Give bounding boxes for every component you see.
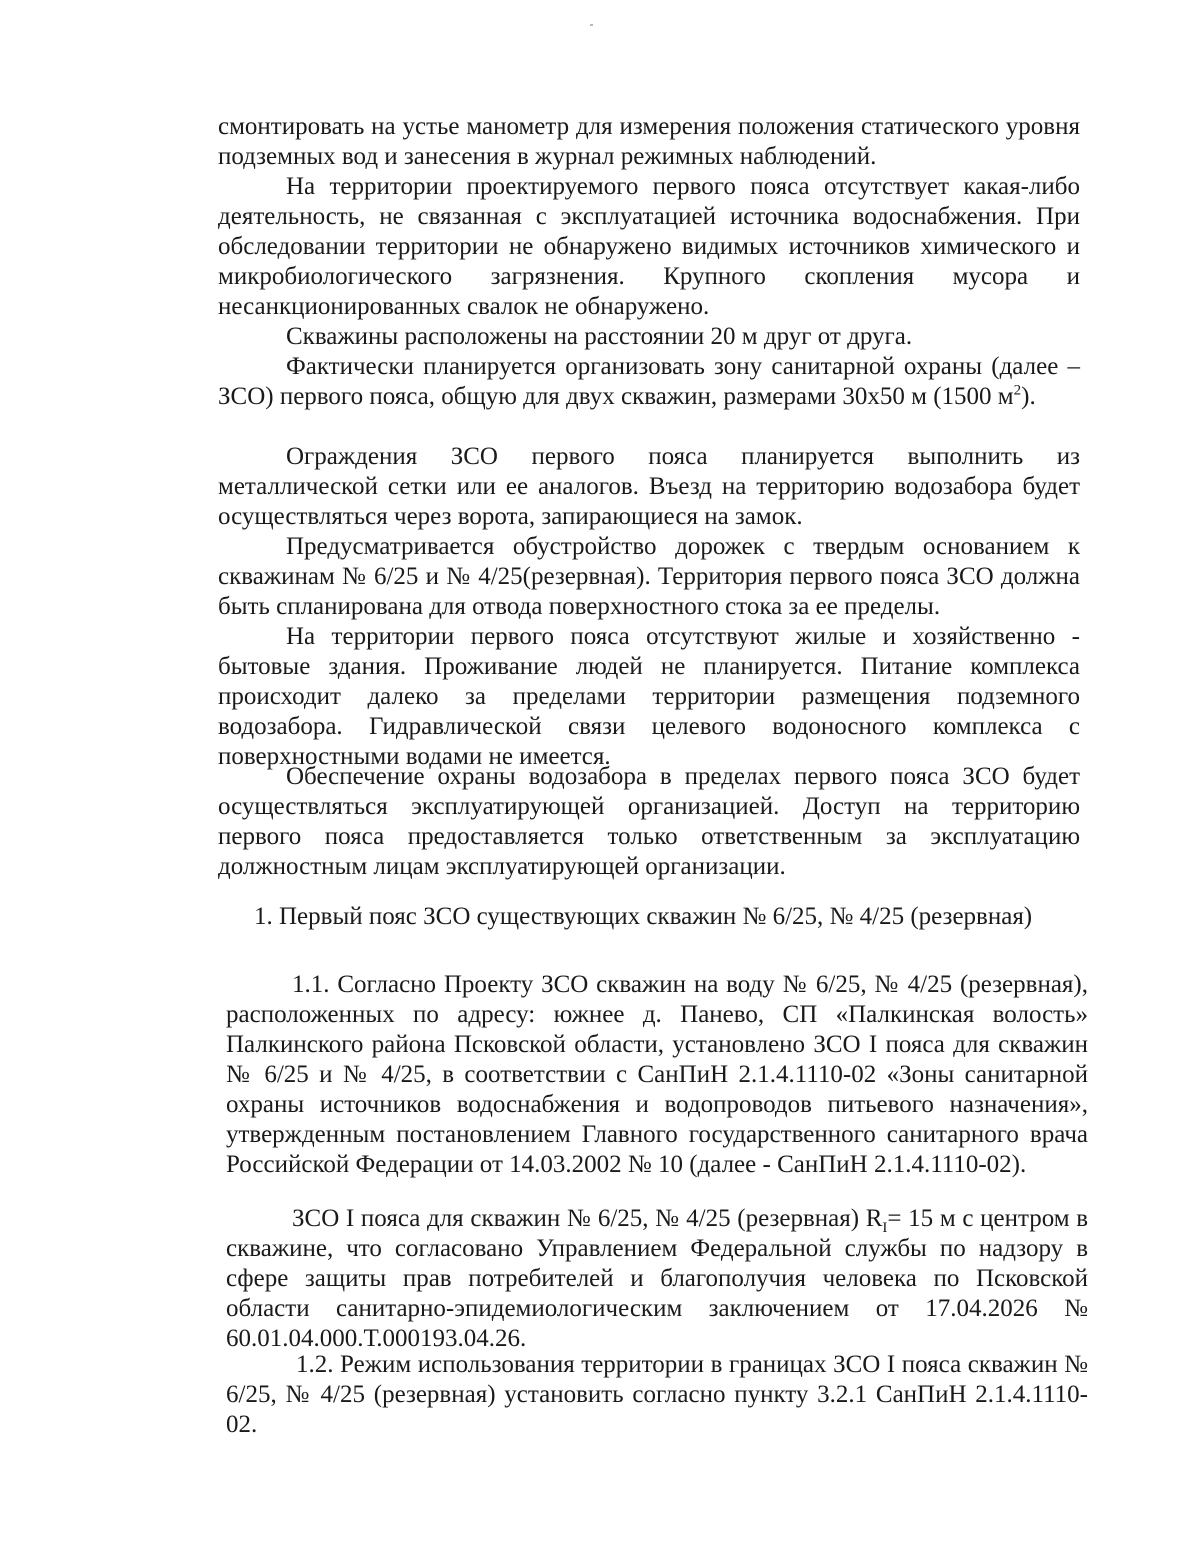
paragraph-1-1: 1.1. Согласно Проекту ЗСО скважин на воду № 6/25, № 4/25 (резервная), расположенных по адресу: южнее д. Панево, СП «Палкинская волость» Палкинского района Псковской области, установлено ЗСО I пояса для скважин № 6/25 и № 4/25, в соответствии с СанПиН 2.1.4.1110-02 «Зоны санитарной охраны источников водоснабжения и водопроводов питьевого назначения», утвержденным постановлением Главного государственного санитарного врача Российской Федерации от 14.03.2002 № 10 (далее - СанПиН 2.1.4.1110-02). (226, 971, 1088, 1178)
paragraph-distance: Скважины расположены на расстоянии 20 м друг от друга. (286, 323, 913, 350)
subscript-i: I (882, 1220, 888, 1236)
superscript-2: 2 (1013, 382, 1022, 399)
paragraph-radius (226, 1204, 1088, 1354)
paragraph-1-2: 1.2. Режим использования территории в границах ЗСО I пояса скважин № 6/25, № 4/25 (резервная) установить согласно пункту 3.2.1 СанПиН 2.1.4.1110-02. (226, 1351, 1088, 1438)
paragraph-buildings: На территории первого пояса отсутствуют жилые и хозяйственно - бытовые здания. Проживание людей не планируется. Питание комплекса происходит далеко за пределами территории размещения подземного водозабора. Гидравлической связи целевого водоносного комплекса с поверхностными водами не имеется. (218, 623, 1080, 770)
paragraph-radius-rest: = 15 м с центром в скважине, что согласовано Управлением Федеральной службы по надзору в сфере защиты прав потребителей и благополучия человека по Псковской области санитарно-эпидемиологическим заключением от 17.04.2026 № 60.01.04.000.Т.000193.04.26. (226, 1205, 1089, 1352)
paragraph-zone-text: Фактически планируется организовать зону санитарной охраны (далее – ЗСО) первого пояса, общую для двух скважин, размерами 30х50 м (1500 м (218, 353, 1080, 410)
paragraph-protection: Обеспечение охраны водозабора в пределах первого пояса ЗСО будет осуществляться эксплуатирующей организацией. Доступ на территорию первого пояса предоставляется только ответственным за эксплуатацию должностным лицам эксплуатирующей организации. (218, 763, 1080, 880)
paragraph-activity: На территории проектируемого первого пояса отсутствует какая-либо деятельность, не связанная с эксплуатацией источника водоснабжения. При обследовании территории не обнаружено видимых источников химического и микробиологического загрязнения. Крупного скопления мусора и несанкционированных свалок не обнаружено. (218, 173, 1080, 320)
paragraph-paths: Предусматривается обустройство дорожек с твердым основанием к скважинам № 6/25 и № 4/25(резервная). Территория первого пояса ЗСО должна быть спланирована для отвода поверхностного стока за ее пределы. (218, 533, 1080, 620)
scan-speck (590, 24, 593, 26)
paragraph-continuation: смонтировать на устье манометр для измерения положения статического уровня подземных вод и занесения в журнал режимных наблюдений. (218, 113, 1080, 170)
paragraph-zone-end: ). (1021, 383, 1036, 410)
section-heading: 1. Первый пояс ЗСО существующих скважин № 6/25, № 4/25 (резервная) (254, 903, 1033, 930)
paragraph-radius-start: ЗСО I пояса для скважин № 6/25, № 4/25 (резервная) R (292, 1205, 883, 1232)
paragraph-fence: Ограждения ЗСО первого пояса планируется выполнить из металлической сетки или ее аналогов. Въезд на территорию водозабора будет осуществляться через ворота, запирающиеся на замок. (218, 443, 1080, 530)
paragraph-zone (218, 352, 1080, 412)
